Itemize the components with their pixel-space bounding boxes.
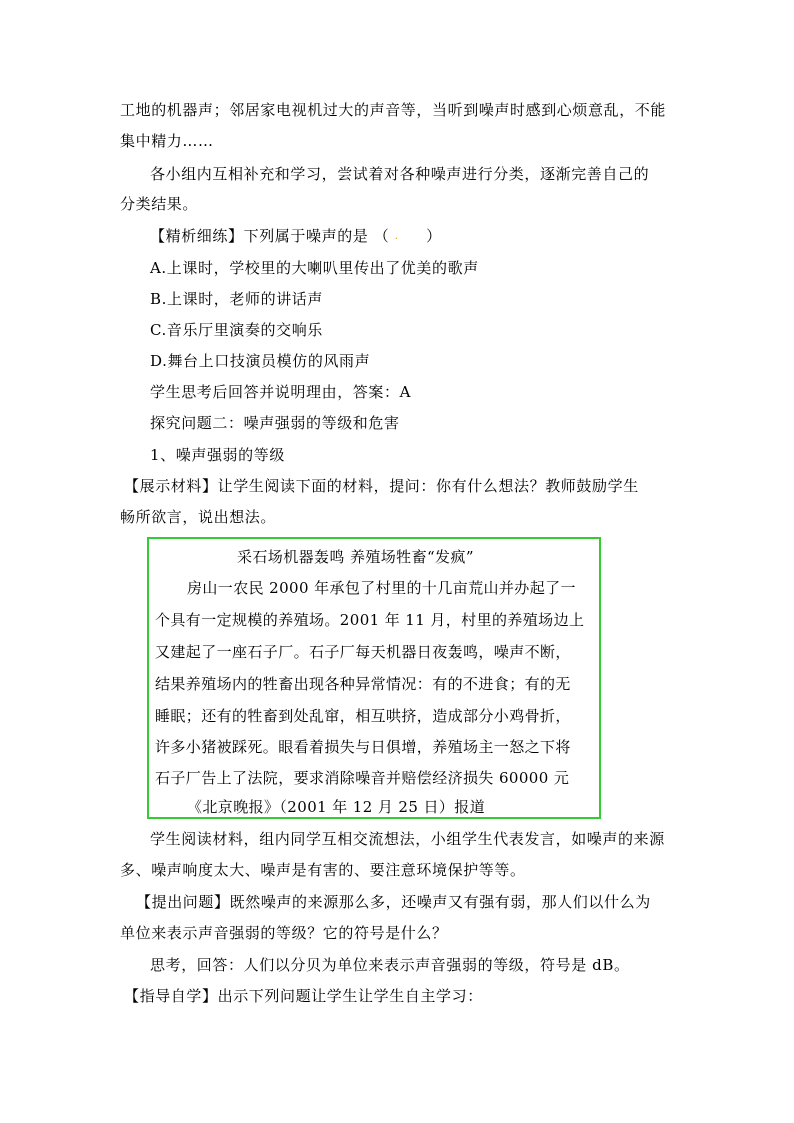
- news-line: 许多小猪被踩死。眼看着损失与日俱增，养殖场主一怒之下将: [155, 738, 571, 756]
- option-c: C.音乐厅里演奏的交响乐: [150, 321, 323, 339]
- paragraph-line: 多、噪声响度太大、噪声是有害的、要注意环境保护等等。: [120, 861, 526, 879]
- exercise-intro: 【精析细练】下列属于噪声的是 （: [150, 227, 390, 245]
- paragraph-line: 【展示材料】让学生阅读下面的材料，提问：你有什么想法？教师鼓励学生: [124, 477, 639, 495]
- paragraph-line: 【指导自学】出示下列问题让学生让学生自主学习：: [124, 987, 483, 1005]
- option-d: D.舞台上口技演员模仿的风雨声: [150, 352, 371, 370]
- news-material-box: [147, 537, 601, 819]
- paragraph-line: 集中精力……: [120, 132, 214, 150]
- news-line: 睡眠；还有的牲畜到处乱窜，相互哄挤，造成部分小鸡骨折，: [155, 707, 571, 725]
- paragraph-line: 工地的机器声；邻居家电视机过大的声音等，当听到噪声时感到心烦意乱，不能: [120, 101, 667, 119]
- news-line: 房山一农民 2000 年承包了村里的十几亩荒山并办起了一: [187, 579, 576, 597]
- option-a: A.上课时，学校里的大喇叭里传出了优美的歌声: [150, 259, 479, 277]
- exercise-close: ）: [426, 227, 442, 245]
- answer-line: 学生思考后回答并说明理由，答案：A: [150, 383, 412, 401]
- exercise-question: [150, 226, 442, 247]
- paragraph-line: 分类结果。: [120, 195, 199, 213]
- blank-dot: .: [394, 231, 399, 242]
- subsection-heading: 1、噪声强弱的等级: [150, 446, 285, 464]
- paragraph-line: 【提出问题】既然噪声的来源那么多，还噪声又有强有弱，那人们以什么为: [136, 893, 651, 911]
- paragraph-line: 学生阅读材料，组内同学互相交流想法，小组学生代表发言，如噪声的来源: [150, 830, 665, 848]
- news-line: 又建起了一座石子厂。石子厂每天机器日夜轰鸣，噪声不断，: [155, 643, 571, 661]
- news-line: 石子厂告上了法院，要求消除噪音并赔偿经济损失 60000 元: [155, 769, 570, 787]
- paragraph-line: 各小组内互相补充和学习，尝试着对各种噪声进行分类，逐渐完善自己的: [150, 165, 650, 183]
- answer-blank: [395, 226, 421, 247]
- option-b: B.上课时，老师的讲话声: [150, 290, 323, 308]
- paragraph-line: 单位来表示声音强弱的等级？它的符号是什么？: [120, 924, 448, 942]
- news-line: 结果养殖场内的牲畜出现各种异常情况：有的不进食；有的无: [155, 675, 571, 693]
- news-source: 《北京晚报》（2001 年 12 月 25 日）报道: [187, 798, 486, 816]
- news-line: 个具有一定规模的养殖场。2001 年 11 月，村里的养殖场边上: [155, 611, 585, 629]
- section-heading: 探究问题二：噪声强弱的等级和危害: [150, 414, 400, 432]
- paragraph-line: 思考，回答：人们以分贝为单位来表示声音强弱的等级，符号是 dB。: [150, 956, 630, 974]
- news-title: 采石场机器轰鸣 养殖场牲畜“发疯”: [237, 548, 474, 566]
- paragraph-line: 畅所欲言，说出想法。: [120, 508, 277, 526]
